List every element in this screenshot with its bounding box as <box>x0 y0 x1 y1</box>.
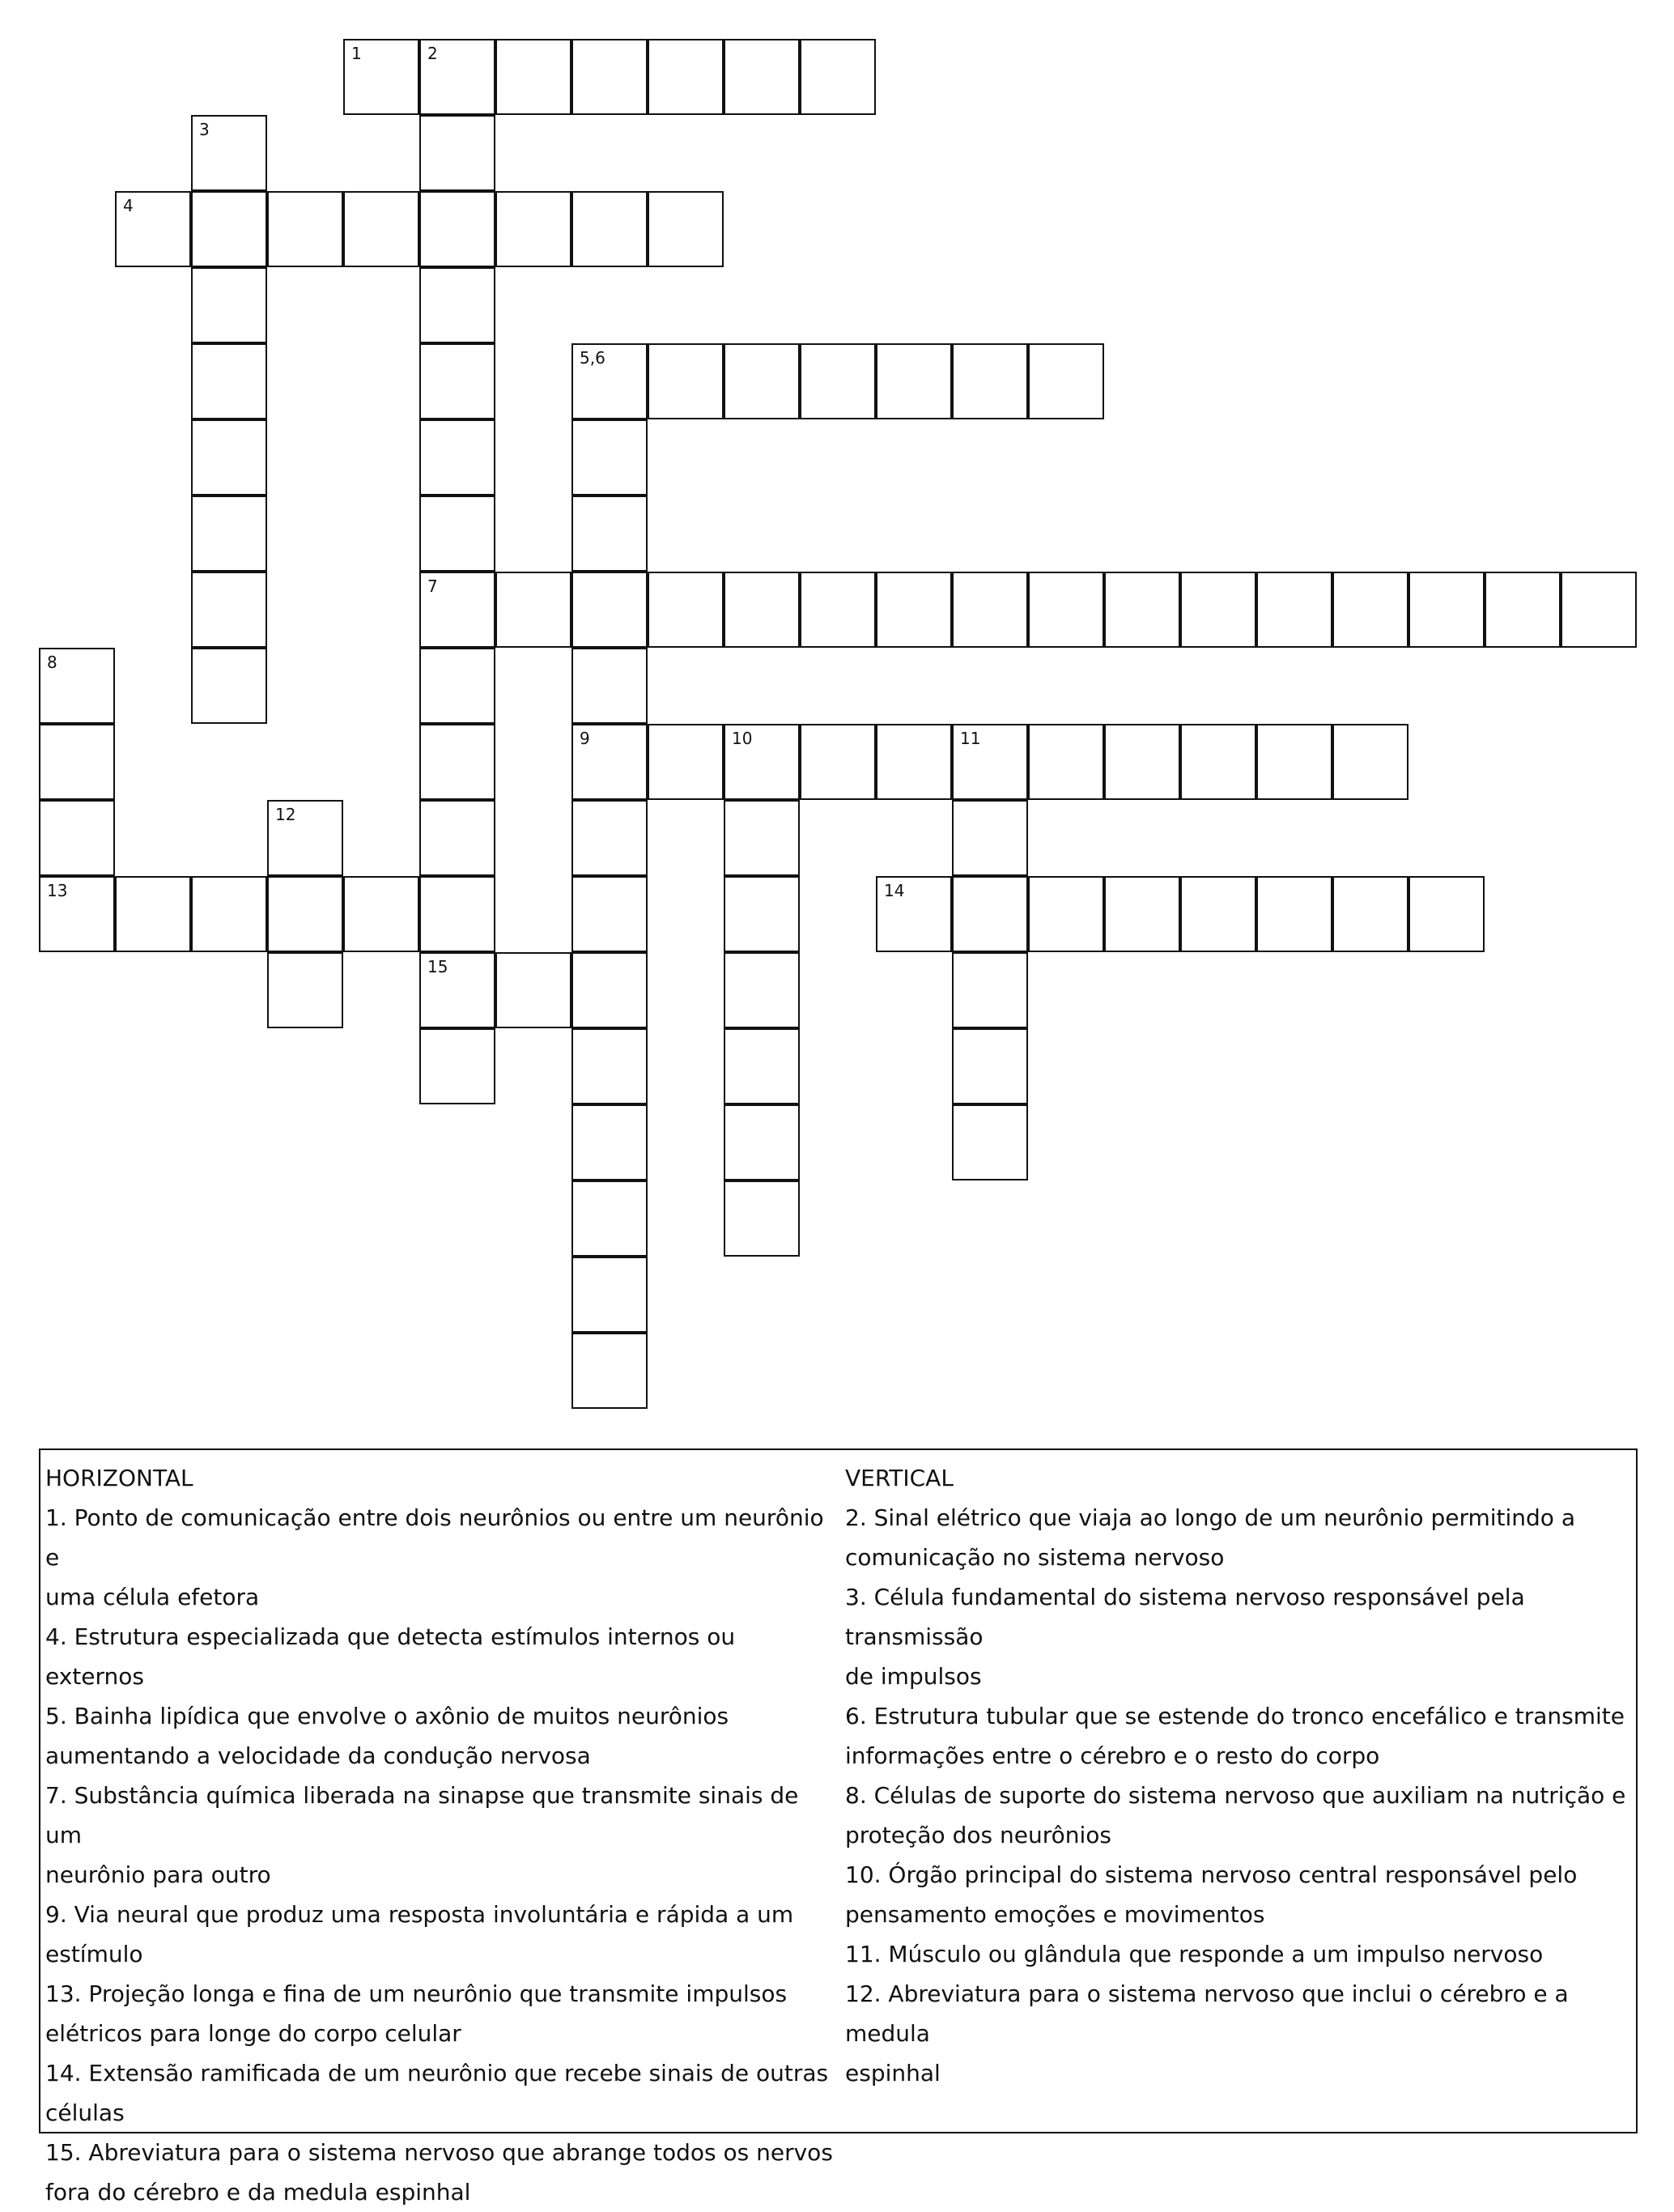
clue-line: 14. Extensão ramificada de um neurônio que recebe sinais de outras <box>45 2060 829 2087</box>
grid-cell[interactable] <box>267 952 343 1028</box>
grid-cell[interactable] <box>343 191 419 267</box>
clue-line: 3. Célula fundamental do sistema nervoso responsável pela transmissão <box>845 1584 1525 1650</box>
letter-input[interactable] <box>193 421 266 494</box>
grid-cell[interactable] <box>724 1028 800 1104</box>
clue-line: 10. Órgão principal do sistema nervoso central responsável pelo <box>845 1861 1578 1888</box>
clue-number: 7 <box>427 576 438 596</box>
letter-input[interactable] <box>1030 345 1103 418</box>
clue-line: 15. Abreviatura para o sistema nervoso que abrange todos os nervos <box>45 2139 833 2166</box>
grid-cell[interactable] <box>419 267 495 343</box>
clue-line: neurônio para outro <box>45 1861 271 1888</box>
letter-input[interactable] <box>573 40 646 113</box>
letter-input[interactable] <box>573 193 646 266</box>
letter-input[interactable] <box>954 802 1026 874</box>
letter-input[interactable] <box>421 193 494 266</box>
letter-input[interactable] <box>573 345 646 418</box>
grid-cell[interactable] <box>267 876 343 952</box>
letter-input[interactable] <box>421 497 494 570</box>
letter-input[interactable] <box>649 345 722 418</box>
clue-number: 2 <box>427 44 438 63</box>
letter-input[interactable] <box>40 649 113 722</box>
letter-input[interactable] <box>725 802 798 874</box>
letter-input[interactable] <box>1334 725 1407 798</box>
clue-number: 1 <box>351 44 362 63</box>
grid-cell[interactable] <box>495 191 571 267</box>
clue-number: 3 <box>199 120 210 139</box>
grid-cell[interactable] <box>1180 876 1256 952</box>
grid-cell[interactable] <box>495 572 571 648</box>
grid-cell[interactable] <box>1028 572 1104 648</box>
letter-input[interactable] <box>1410 573 1483 646</box>
clue-number: 12 <box>275 805 296 824</box>
letter-input[interactable] <box>1182 878 1255 951</box>
grid-cell[interactable] <box>648 39 724 115</box>
letter-input[interactable] <box>1486 573 1559 646</box>
grid-cell[interactable] <box>724 1104 800 1180</box>
letter-input[interactable] <box>193 345 266 418</box>
letter-input[interactable] <box>40 802 113 874</box>
grid-cell[interactable] <box>648 191 724 267</box>
letter-input[interactable] <box>421 117 494 189</box>
grid-cell[interactable] <box>191 419 267 496</box>
letter-input[interactable] <box>573 497 646 570</box>
letter-input[interactable] <box>877 725 950 798</box>
grid-cell[interactable] <box>571 876 648 952</box>
grid-cell[interactable] <box>571 343 648 419</box>
letter-input[interactable] <box>497 954 570 1027</box>
letter-input[interactable] <box>725 878 798 951</box>
clue-number: 15 <box>427 957 448 976</box>
clue-line: 8. Células de suporte do sistema nervoso que auxiliam na nutrição e <box>845 1782 1626 1809</box>
grid-cell[interactable] <box>571 419 648 496</box>
clue-line: comunicação no sistema nervoso <box>845 1544 1225 1571</box>
letter-input[interactable] <box>193 878 266 951</box>
clue-line: 9. Via neural que produz uma resposta involuntária e rápida a um <box>45 1901 794 1928</box>
grid-cell[interactable] <box>952 876 1028 952</box>
grid-cell[interactable] <box>952 800 1028 876</box>
grid-cell[interactable] <box>571 572 648 648</box>
grid-cell[interactable] <box>115 876 191 952</box>
grid-cell[interactable] <box>419 496 495 572</box>
clue-number: 11 <box>960 729 981 748</box>
grid-cell[interactable] <box>191 648 267 724</box>
grid-cell[interactable] <box>1408 572 1485 648</box>
grid-cell[interactable] <box>419 115 495 191</box>
grid-cell[interactable] <box>1332 572 1408 648</box>
letter-input[interactable] <box>421 345 494 418</box>
grid-cell[interactable] <box>191 115 267 191</box>
letter-input[interactable] <box>421 269 494 342</box>
grid-cell[interactable] <box>1104 724 1180 800</box>
grid-cell[interactable] <box>571 800 648 876</box>
letter-input[interactable] <box>421 1030 494 1103</box>
letter-input[interactable] <box>193 649 266 722</box>
grid-cell[interactable] <box>419 343 495 419</box>
grid-cell[interactable] <box>571 1180 648 1257</box>
grid-cell[interactable] <box>724 39 800 115</box>
grid-cell[interactable] <box>1028 343 1104 419</box>
letter-input[interactable] <box>421 573 494 646</box>
grid-cell[interactable] <box>419 39 495 115</box>
clue-line: 7. Substância química liberada na sinapse que transmite sinais de um <box>45 1782 799 1848</box>
grid-cell[interactable] <box>191 267 267 343</box>
letter-input[interactable] <box>801 725 874 798</box>
grid-cell[interactable] <box>267 191 343 267</box>
letter-input[interactable] <box>269 878 342 951</box>
letter-input[interactable] <box>801 345 874 418</box>
grid-cell[interactable] <box>800 724 876 800</box>
grid-cell[interactable] <box>724 876 800 952</box>
letter-input[interactable] <box>1258 725 1331 798</box>
clue-line: informações entre o cérebro e o resto do corpo <box>845 1742 1380 1769</box>
letter-input[interactable] <box>801 573 874 646</box>
clues-box <box>39 1448 1638 2206</box>
clue-line: uma célula efetora <box>45 1584 260 1610</box>
grid-cell[interactable] <box>952 343 1028 419</box>
letter-input[interactable] <box>40 725 113 798</box>
letter-input[interactable] <box>573 1258 646 1331</box>
grid-cell[interactable] <box>39 724 115 800</box>
clue-line: elétricos para longe do corpo celular <box>45 2020 461 2047</box>
grid-cell[interactable] <box>571 1333 648 1409</box>
grid-cell[interactable] <box>191 191 267 267</box>
vertical-clues <box>845 1458 1634 2093</box>
clue-line: 5. Bainha lipídica que envolve o axônio de muitos neurônios <box>45 1703 729 1729</box>
clue-number: 14 <box>884 881 905 900</box>
letter-input[interactable] <box>421 878 494 951</box>
grid-cell[interactable] <box>495 952 571 1028</box>
letter-input[interactable] <box>1182 573 1255 646</box>
grid-cell[interactable] <box>419 648 495 724</box>
grid-cell[interactable] <box>1332 876 1408 952</box>
letter-input[interactable] <box>954 954 1026 1027</box>
grid-cell[interactable] <box>952 1028 1028 1104</box>
letter-input[interactable] <box>421 954 494 1027</box>
grid-cell[interactable] <box>267 800 343 876</box>
grid-cell[interactable] <box>419 952 495 1028</box>
letter-input[interactable] <box>649 40 722 113</box>
grid-cell[interactable] <box>876 343 952 419</box>
grid-cell[interactable] <box>876 572 952 648</box>
letter-input[interactable] <box>877 345 950 418</box>
grid-cell[interactable] <box>571 496 648 572</box>
letter-input[interactable] <box>725 1182 798 1255</box>
horizontal-clues <box>45 1458 839 2212</box>
letter-input[interactable] <box>725 725 798 798</box>
letter-input[interactable] <box>954 1030 1026 1103</box>
grid-cell[interactable] <box>191 343 267 419</box>
grid-cell[interactable] <box>724 1180 800 1257</box>
grid-cell[interactable] <box>1028 724 1104 800</box>
grid-cell[interactable] <box>571 648 648 724</box>
grid-cell[interactable] <box>800 572 876 648</box>
letter-input[interactable] <box>573 421 646 494</box>
clue-line: 1. Ponto de comunicação entre dois neurônios ou entre um neurônio e <box>45 1504 824 1571</box>
grid-cell[interactable] <box>419 572 495 648</box>
grid-cell[interactable] <box>1180 572 1256 648</box>
clue-number: 9 <box>580 729 590 748</box>
clue-number: 13 <box>47 881 68 900</box>
grid-cell[interactable] <box>648 572 724 648</box>
letter-input[interactable] <box>573 573 646 646</box>
letter-input[interactable] <box>1106 878 1179 951</box>
grid-cell[interactable] <box>191 496 267 572</box>
letter-input[interactable] <box>1106 725 1179 798</box>
grid-cell[interactable] <box>571 952 648 1028</box>
letter-input[interactable] <box>954 573 1026 646</box>
clue-number: 10 <box>732 729 753 748</box>
clue-line: aumentando a velocidade da condução nervosa <box>45 1742 591 1769</box>
clue-line: espinhal <box>845 2060 941 2087</box>
grid-cell[interactable] <box>419 419 495 496</box>
letter-input[interactable] <box>193 573 266 646</box>
grid-cell[interactable] <box>1485 572 1561 648</box>
letter-input[interactable] <box>269 193 342 266</box>
clue-line: 6. Estrutura tubular que se estende do tronco encefálico e transmite <box>845 1703 1625 1729</box>
grid-cell[interactable] <box>876 876 952 952</box>
grid-cell[interactable] <box>952 572 1028 648</box>
clue-line: 4. Estrutura especializada que detecta estímulos internos ou externos <box>45 1623 736 1690</box>
letter-input[interactable] <box>573 802 646 874</box>
letter-input[interactable] <box>117 193 189 266</box>
letter-input[interactable] <box>573 878 646 951</box>
grid-cell[interactable] <box>343 876 419 952</box>
horizontal-title: HORIZONTAL <box>45 1465 193 1491</box>
letter-input[interactable] <box>573 649 646 722</box>
grid-cell[interactable] <box>1256 724 1332 800</box>
letter-input[interactable] <box>1562 573 1635 646</box>
letter-input[interactable] <box>1334 573 1407 646</box>
letter-input[interactable] <box>725 954 798 1027</box>
clue-line: de impulsos <box>845 1663 982 1690</box>
grid-cell[interactable] <box>1332 724 1408 800</box>
grid-cell[interactable] <box>571 39 648 115</box>
grid-cell[interactable] <box>952 952 1028 1028</box>
letter-input[interactable] <box>1334 878 1407 951</box>
letter-input[interactable] <box>1410 878 1483 951</box>
clue-number: 8 <box>47 653 57 672</box>
grid-cell[interactable] <box>419 1028 495 1104</box>
letter-input[interactable] <box>725 345 798 418</box>
letter-input[interactable] <box>573 725 646 798</box>
grid-cell[interactable] <box>419 876 495 952</box>
letter-input[interactable] <box>954 345 1026 418</box>
letter-input[interactable] <box>954 725 1026 798</box>
letter-input[interactable] <box>345 878 418 951</box>
letter-input[interactable] <box>193 269 266 342</box>
grid-cell[interactable] <box>1256 876 1332 952</box>
grid-cell[interactable] <box>571 724 648 800</box>
letter-input[interactable] <box>1030 878 1103 951</box>
clue-line: estímulo <box>45 1941 143 1967</box>
letter-input[interactable] <box>1182 725 1255 798</box>
clue-line: fora do cérebro e da medula espinhal <box>45 2179 471 2206</box>
grid-cell[interactable] <box>1561 572 1637 648</box>
letter-input[interactable] <box>1258 573 1331 646</box>
letter-input[interactable] <box>40 878 113 951</box>
letter-input[interactable] <box>573 1106 646 1179</box>
letter-input[interactable] <box>573 954 646 1027</box>
letter-input[interactable] <box>725 1030 798 1103</box>
vertical-title: VERTICAL <box>845 1465 954 1491</box>
letter-input[interactable] <box>269 802 342 874</box>
letter-input[interactable] <box>649 725 722 798</box>
grid-cell[interactable] <box>724 572 800 648</box>
letter-input[interactable] <box>497 573 570 646</box>
grid-cell[interactable] <box>648 343 724 419</box>
grid-cell[interactable] <box>724 343 800 419</box>
letter-input[interactable] <box>1106 573 1179 646</box>
grid-cell[interactable] <box>724 800 800 876</box>
grid-cell[interactable] <box>1180 724 1256 800</box>
letter-input[interactable] <box>269 954 342 1027</box>
grid-cell[interactable] <box>343 39 419 115</box>
grid-cell[interactable] <box>571 1257 648 1333</box>
letter-input[interactable] <box>725 40 798 113</box>
letter-input[interactable] <box>497 40 570 113</box>
clue-line: 2. Sinal elétrico que viaja ao longo de um neurônio permitindo a <box>845 1504 1575 1531</box>
grid-cell[interactable] <box>800 39 876 115</box>
grid-cell[interactable] <box>1104 572 1180 648</box>
letter-input[interactable] <box>117 878 189 951</box>
grid-cell[interactable] <box>419 800 495 876</box>
letter-input[interactable] <box>573 1030 646 1103</box>
letter-input[interactable] <box>345 193 418 266</box>
letter-input[interactable] <box>649 573 722 646</box>
letter-input[interactable] <box>421 802 494 874</box>
letter-input[interactable] <box>649 193 722 266</box>
grid-cell[interactable] <box>648 724 724 800</box>
grid-cell[interactable] <box>115 191 191 267</box>
letter-input[interactable] <box>421 421 494 494</box>
grid-cell[interactable] <box>39 648 115 724</box>
letter-input[interactable] <box>725 573 798 646</box>
letter-input[interactable] <box>193 117 266 189</box>
letter-input[interactable] <box>801 40 874 113</box>
clue-line: pensamento emoções e movimentos <box>845 1901 1265 1928</box>
letter-input[interactable] <box>1030 725 1103 798</box>
grid-cell[interactable] <box>1104 876 1180 952</box>
grid-cell[interactable] <box>571 1028 648 1104</box>
clue-line: 11. Músculo ou glândula que responde a um impulso nervoso <box>845 1941 1544 1967</box>
grid-cell[interactable] <box>571 1104 648 1180</box>
letter-input[interactable] <box>1258 878 1331 951</box>
grid-cell[interactable] <box>1256 572 1332 648</box>
clue-number: 5,6 <box>580 348 605 368</box>
letter-input[interactable] <box>954 878 1026 951</box>
letter-input[interactable] <box>193 193 266 266</box>
grid-cell[interactable] <box>419 724 495 800</box>
clue-line: 13. Projeção longa e fina de um neurônio que transmite impulsos <box>45 1980 788 2007</box>
letter-input[interactable] <box>193 497 266 570</box>
letter-input[interactable] <box>421 649 494 722</box>
letter-input[interactable] <box>954 1106 1026 1179</box>
clue-number: 4 <box>123 196 134 215</box>
clue-line: células <box>45 2099 125 2126</box>
clue-line: proteção dos neurônios <box>845 1822 1111 1848</box>
grid-cell[interactable] <box>39 800 115 876</box>
letter-input[interactable] <box>345 40 418 113</box>
grid-cell[interactable] <box>952 1104 1028 1180</box>
grid-cell[interactable] <box>495 39 571 115</box>
grid-cell[interactable] <box>191 572 267 648</box>
grid-cell[interactable] <box>952 724 1028 800</box>
grid-cell[interactable] <box>1408 876 1485 952</box>
letter-input[interactable] <box>573 1334 646 1407</box>
letter-input[interactable] <box>725 1106 798 1179</box>
grid-cell[interactable] <box>191 876 267 952</box>
letter-input[interactable] <box>877 573 950 646</box>
grid-cell[interactable] <box>724 724 800 800</box>
letter-input[interactable] <box>497 193 570 266</box>
letter-input[interactable] <box>421 725 494 798</box>
grid-cell[interactable] <box>724 952 800 1028</box>
letter-input[interactable] <box>421 40 494 113</box>
letter-input[interactable] <box>1030 573 1103 646</box>
clue-line: 12. Abreviatura para o sistema nervoso que inclui o cérebro e a medula <box>845 1980 1569 2047</box>
grid-cell[interactable] <box>419 191 495 267</box>
grid-cell[interactable] <box>800 343 876 419</box>
grid-cell[interactable] <box>39 876 115 952</box>
letter-input[interactable] <box>573 1182 646 1255</box>
grid-cell[interactable] <box>571 191 648 267</box>
letter-input[interactable] <box>877 878 950 951</box>
grid-cell[interactable] <box>1028 876 1104 952</box>
grid-cell[interactable] <box>876 724 952 800</box>
